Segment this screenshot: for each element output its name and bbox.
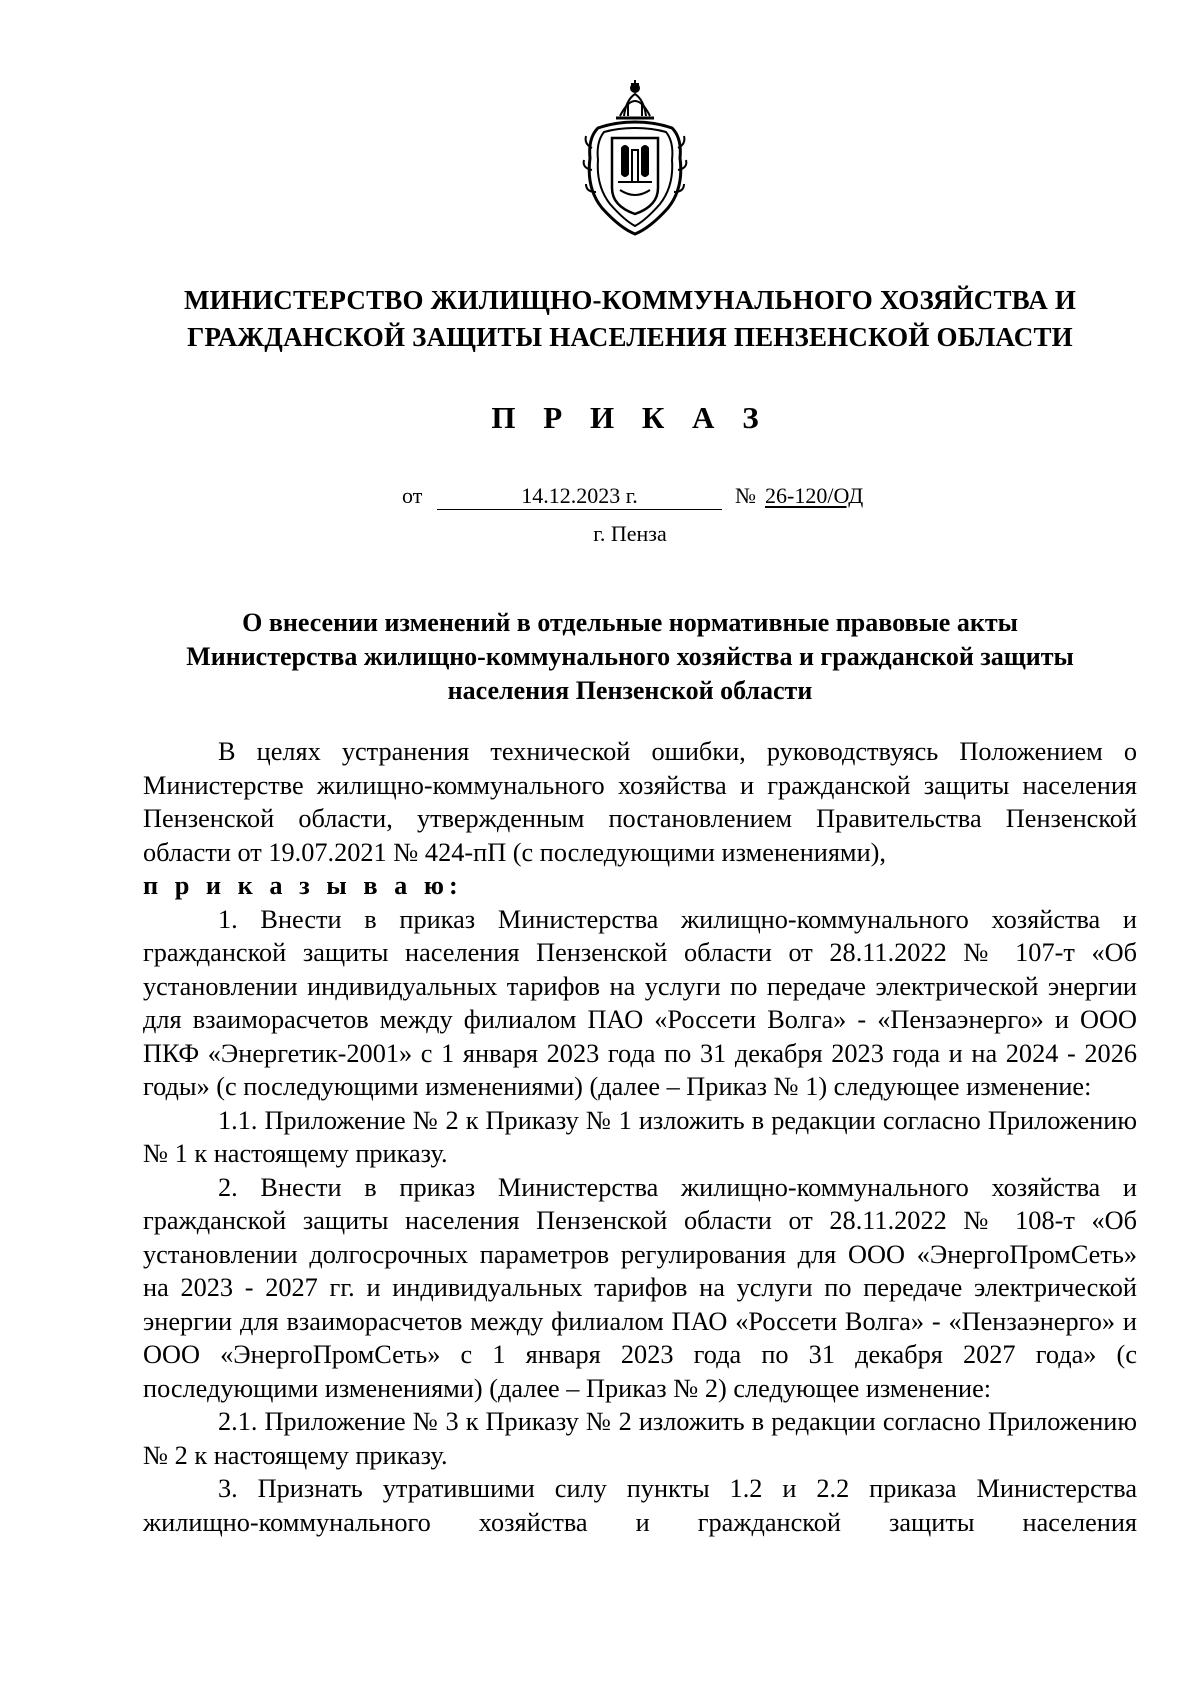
ministry-name-line-1: МИНИСТЕРСТВО ЖИЛИЩНО-КОММУНАЛЬНОГО ХОЗЯЙСТВА И <box>183 285 1077 315</box>
preamble-paragraph: В целях устранения технической ошибки, руководствуясь Положением о Министерстве жилищно-коммунального хозяйства и гражданской защиты населения Пензенской области, утвержденным постановлением Правительства Пензенской области от 19.07.2021 № 424-пП (с последующими изменениями), <box>143 737 1137 867</box>
coat-of-arms-icon <box>580 78 690 238</box>
document-type: П Р И К А З <box>491 400 769 435</box>
paragraph-1: 1. Внести в приказ Министерства жилищно-коммунального хозяйства и гражданской защиты населения Пензенской области от 28.11.2022 № 107-т «Об установлении индивидуальных тарифов на услуги по передаче электрической энергии для взаиморасчетов между филиалом ПАО «Россети Волга» - «Пензаэнерго» и ООО ПКФ «Энергетик-2001» с 1 января 2023 года по 31 декабря 2023 года и на 2024 - 2026 годы» (с последующими изменениями) (далее – Приказ № 1) следующее изменение: <box>143 904 1137 1101</box>
paragraph-3: 3. Признать утратившими силу пункты 1.2 и 2.2 приказа Министерства жилищно-коммунального хозяйства и гражданской защиты населения <box>143 1474 1137 1537</box>
paragraph-2: 2. Внести в приказ Министерства жилищно-коммунального хозяйства и гражданской защиты населения Пензенской области от 28.11.2022 № 108-т «Об установлении долгосрочных параметров регулирования для ООО «ЭнергоПромСеть» на 2023 - 2027 гг. и индивидуальных тарифов на услуги по передаче электрической энергии для взаиморасчетов между филиалом ПАО «Россети Волга» - «Пензаэнерго» и ООО «ЭнергоПромСеть» с 1 января 2023 года по 31 декабря 2027 года» (с последующими изменениями) (далее – Приказ № 2) следующее изменение: <box>143 1172 1137 1403</box>
number-sign: № <box>735 483 756 508</box>
document-subject <box>150 606 1110 708</box>
ministry-name-line-2: ГРАЖДАНСКОЙ ЗАЩИТЫ НАСЕЛЕНИЯ ПЕНЗЕНСКОЙ ОБЛАСТИ <box>187 322 1073 352</box>
document-date: 14.12.2023 г. <box>437 482 722 510</box>
subject-line-1: О внесении изменений в отдельные нормативные правовые акты <box>242 608 1018 637</box>
paragraph-1-1: 1.1. Приложение № 2 к Приказу № 1 изложить в редакции согласно Приложению № 1 к настоящему приказу. <box>143 1105 1137 1168</box>
document-number: 26-120/ОД <box>765 483 864 508</box>
order-word: п р и к а з ы в а ю: <box>143 871 463 900</box>
subject-line-3: населения Пензенской области <box>447 676 813 705</box>
paragraph-2-1: 2.1. Приложение № 3 к Приказу № 2 изложить в редакции согласно Приложению № 2 к настоящему приказу. <box>143 1407 1137 1470</box>
document-body <box>143 735 1137 1539</box>
order-word-paragraph <box>143 869 1137 903</box>
document-city: г. Пенза <box>593 521 667 546</box>
date-prefix: от <box>402 483 423 508</box>
ministry-name <box>130 282 1130 356</box>
subject-line-2: Министерства жилищно-коммунального хозяйства и гражданской защиты <box>186 642 1074 671</box>
